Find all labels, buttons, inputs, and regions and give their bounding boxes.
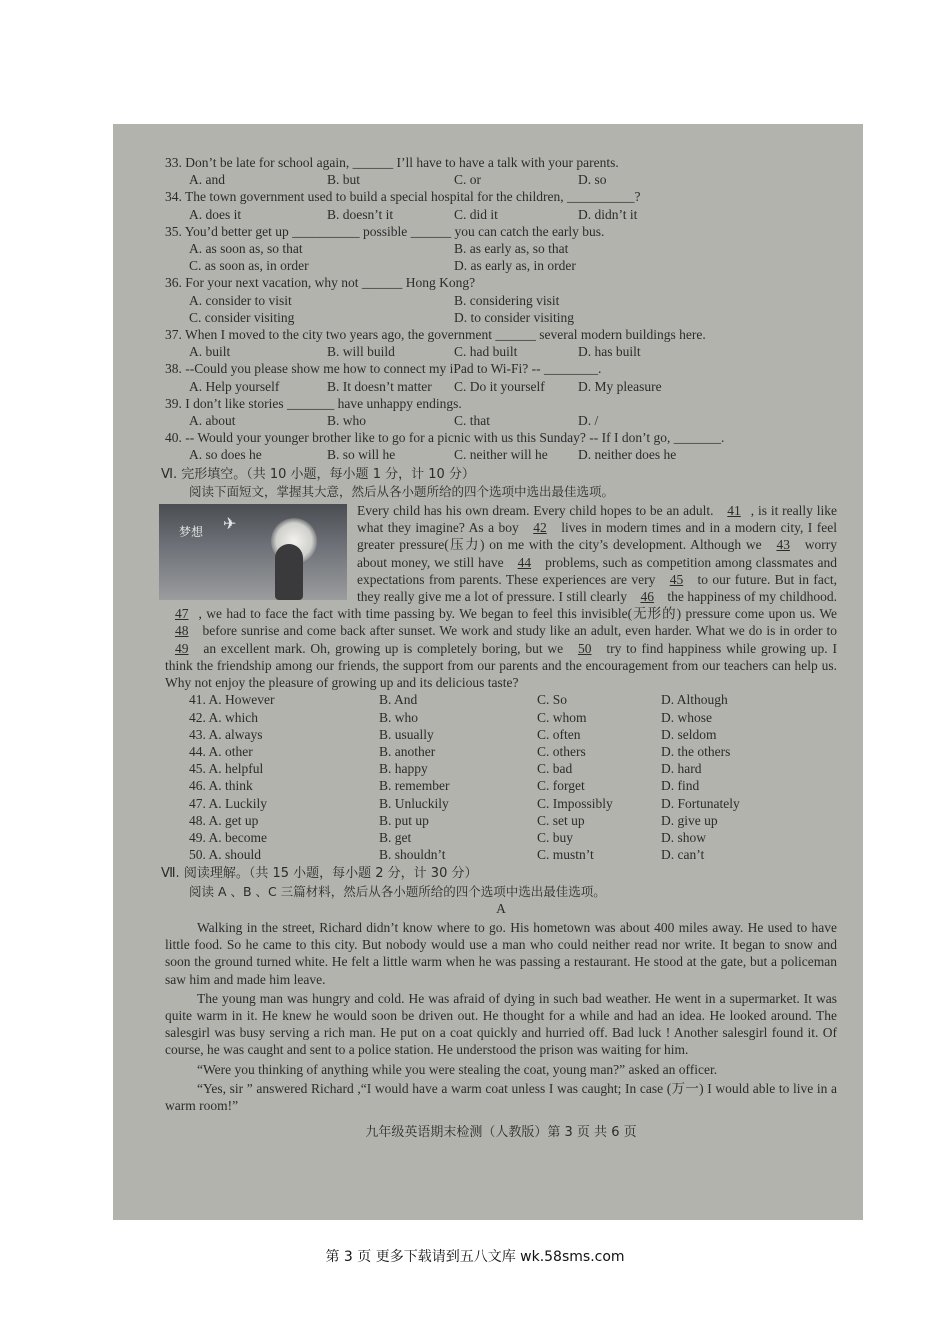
reading-paragraph: “Were you thinking of anything while you were stealing the coat, young man?” asked an officer. [197,1061,718,1077]
cloze-option-row [165,795,837,812]
answer-option: D. the others [661,743,731,759]
answer-option: C. did it [454,206,498,222]
answer-option: B. usually [379,726,434,742]
answer-option: B. so will he [327,447,396,463]
answer-option: B. but [327,172,361,188]
answer-option: C. consider visiting [189,309,295,325]
answer-option: A. so does he [189,447,262,463]
option-row [165,412,837,429]
illustration-caption: 梦想 [179,525,204,540]
page-footer: 第 3 页 更多下载请到五八文库 wk.58sms.com [325,1249,625,1265]
section-6-heading: Ⅵ. 完形填空。（共 10 小题，每小题 1 分，计 10 分） [161,466,475,482]
answer-option: C. or [454,172,481,188]
answer-option: C. neither will he [454,447,548,463]
answer-option: 49. A. become [189,829,267,845]
scanned-exam-photo [113,124,863,1220]
answer-option: C. Impossibly [537,795,613,811]
sheet-footer: 九年级英语期末检测（人教版）第 3 页 共 6 页 [365,1125,637,1141]
cloze-blank: 47 [175,606,189,622]
answer-option: D. has built [578,344,641,360]
passage-text: , is it really like what they imagine? As a boy [357,503,837,536]
multiple-choice-section [165,154,837,464]
section-7-instruction: 阅读 A 、B 、C 三篇材料，然后从各小题所给的四个选项中选出最佳选项。 [189,883,606,899]
answer-option: B. Unluckily [379,795,449,811]
answer-option: A. and [189,172,225,188]
reading-paragraph: The young man was hungry and cold. He was afraid of dying in such bad weather. He went in a supermarket. It was quite warm in it. He knew he would soon be driven out. He thought for a while and had an idea. He looked around. The salesgirl was busy serving a rich man. He put on a coat quickly and hurried off. Bad luck ! Another salesgirl found it. Of course, he was caught and sent to a police station. He understood the prison was waiting for him. [165,990,837,1058]
question-stem: 34. The town government used to build a special hospital for the children, __________? [165,189,641,205]
question-stem: 37. When I moved to the city two years ago, the government ______ several modern buildings here. [165,327,706,343]
reading-paragraph: Walking in the street, Richard didn’t know where to go. His hometown was about 400 miles away. He used to have little food. So he came to this city. But nobody would use a man who could neither read nor write. It began to snow and soon the ground turned white. He felt a little warm when he was passing a restaurant. He stood at the gate, but a policeman saw him and made him leave. [165,919,837,987]
answer-option: B. will build [327,344,395,360]
question-stem: 36. For your next vacation, why not ______ Hong Kong? [165,275,476,291]
answer-option: 42. A. which [189,709,258,725]
question-stem: 40. -- Would your younger brother like to go for a picnic with us this Sunday? -- If I don’t go, _______. [165,430,725,446]
answer-option: C. bad [537,761,573,777]
passage-text: to our future. But in fact, they really give me a lot of pressure. I still clearly [357,571,837,605]
answer-option: C. So [537,692,568,708]
cloze-blank: 44 [517,554,532,570]
answer-option: B. shouldn’t [379,847,446,863]
cloze-option-row [165,812,837,829]
answer-option: C. that [454,413,490,429]
answer-option: D. whose [661,709,712,725]
reading-paragraph: “Yes, sir ” answered Richard ,“I would have a warm coat unless I was caught; In case (万一) I would able to live in a warm room!” [165,1080,837,1113]
cloze-blank: 43 [776,537,790,553]
answer-option: B. another [379,743,436,759]
exam-content [161,154,838,1141]
answer-option: D. give up [661,812,718,828]
cloze-passage-block [165,502,837,691]
answer-option: D. to consider visiting [454,309,574,325]
passage-text: worry about money, we still have [357,537,837,570]
answer-option: C. mustn’t [537,847,594,863]
passage-a-label: A [496,900,506,916]
answer-option: C. had built [454,344,518,360]
answer-option: B. It doesn’t matter [327,378,432,394]
answer-option: B. who [379,709,419,725]
answer-option: B. And [379,692,418,708]
option-row [165,309,837,326]
answer-option: D. find [661,778,700,794]
passage-text: the happiness of my childhood. [663,589,837,605]
option-row [165,257,837,274]
cloze-option-row [165,743,837,760]
bird-icon: ✈ [223,516,237,534]
option-row [165,292,837,309]
cloze-option-row [165,777,837,794]
cloze-option-row [165,709,837,726]
answer-option: 41. A. However [189,692,275,708]
section-7-heading: Ⅶ. 阅读理解。（共 15 小题，每小题 2 分，计 30 分） [161,866,478,882]
answer-option: A. consider to visit [189,292,292,308]
option-row [165,343,837,360]
option-row [165,240,837,257]
answer-option: C. buy [537,829,574,845]
passage-text: before sunrise and come back after sunset. We work and study like an adult, even harder. What we do is in order to [198,623,837,639]
question-stem: 35. You’d better get up __________ possible ______ you can catch the early bus. [165,223,605,239]
cloze-blank: 46 [640,589,654,605]
cloze-blank: 41 [727,503,741,519]
passage-text: try to find happiness while growing up. I think the friendship among our friends, the support from our parents and the encouragement from our teachers can help us. Why not enjoy the pleasure of growing up and its delicious taste? [165,640,837,691]
answer-option: B. who [327,413,367,429]
answer-option: B. considering visit [454,292,560,308]
passage-text: lives in modern times and in a modern city, I feel greater pressure(压力) on me with the city’s development. Although we [357,520,837,553]
answer-option: A. Help yourself [189,378,280,394]
answer-option: A. as soon as, so that [189,241,303,257]
passage-text: , we had to face the fact with time passing by. We began to feel this invisible(无形的) pressure come upon us. We [198,606,837,622]
option-row [165,378,837,395]
answer-option: D. / [578,413,599,429]
answer-option: D. can’t [661,847,705,863]
answer-option: D. so [578,172,607,188]
answer-option: A. built [189,344,231,360]
option-row [165,206,837,223]
answer-option: 44. A. other [189,743,253,759]
answer-option: B. put up [379,812,429,828]
section-6-instruction: 阅读下面短文，掌握其大意，然后从各小题所给的四个选项中选出最佳选项。 [189,483,615,499]
answer-option: D. Fortunately [661,795,740,811]
answer-option: A. about [189,413,236,429]
answer-option: C. often [537,726,581,742]
answer-option: 46. A. think [189,778,253,794]
answer-option: C. Do it yourself [454,378,545,394]
reading-passage-a [165,919,837,1114]
answer-option: C. forget [537,778,585,794]
answer-option: D. neither does he [578,447,677,463]
answer-option: C. as soon as, in order [189,258,309,274]
answer-option: 50. A. should [189,847,262,863]
answer-option: 43. A. always [189,726,263,742]
answer-option: D. didn’t it [578,206,638,222]
question-stem: 38. --Could you please show me how to connect my iPad to Wi-Fi? -- ________. [165,361,602,377]
answer-option: C. set up [537,812,585,828]
answer-option: 48. A. get up [189,812,259,828]
answer-option: C. others [537,743,586,759]
dream-illustration [159,504,347,600]
answer-option: D. seldom [661,726,717,742]
passage-text: an excellent mark. Oh, growing up is completely boring, but we [198,640,568,656]
answer-option: B. remember [379,778,450,794]
answer-option: D. My pleasure [578,378,662,394]
answer-option: D. hard [661,761,702,777]
cloze-option-row [165,829,837,846]
cloze-option-row [165,760,837,777]
cloze-blank: 45 [669,571,684,587]
boy-silhouette [275,544,303,600]
cloze-option-row [165,726,837,743]
answer-option: C. whom [537,709,587,725]
answer-option: B. as early as, so that [454,241,569,257]
cloze-option-row [165,846,837,863]
answer-option: B. get [379,829,412,845]
passage-text: Every child has his own dream. Every child hopes to be an adult. [357,503,718,519]
answer-option: 47. A. Luckily [189,795,267,811]
answer-option: A. does it [189,206,242,222]
cloze-blank: 42 [533,520,547,536]
answer-option: B. doesn’t it [327,206,394,222]
option-row [165,446,837,463]
passage-text: problems, such as competition among classmates and expectations from parents. These experiences are very [357,554,838,587]
question-stem: 39. I don’t like stories _______ have unhappy endings. [165,395,462,411]
cloze-blank: 50 [578,640,592,656]
option-row [165,171,837,188]
cloze-option-row [165,691,837,708]
cloze-blank: 48 [175,623,189,639]
answer-option: D. Although [661,692,728,708]
answer-option: D. as early as, in order [454,258,576,274]
answer-option: 45. A. helpful [189,761,264,777]
cloze-options [165,691,837,863]
answer-option: D. show [661,829,707,845]
cloze-blank: 49 [175,640,189,656]
answer-option: B. happy [379,761,428,777]
question-stem: 33. Don’t be late for school again, ______ I’ll have to have a talk with your parents. [165,155,619,170]
